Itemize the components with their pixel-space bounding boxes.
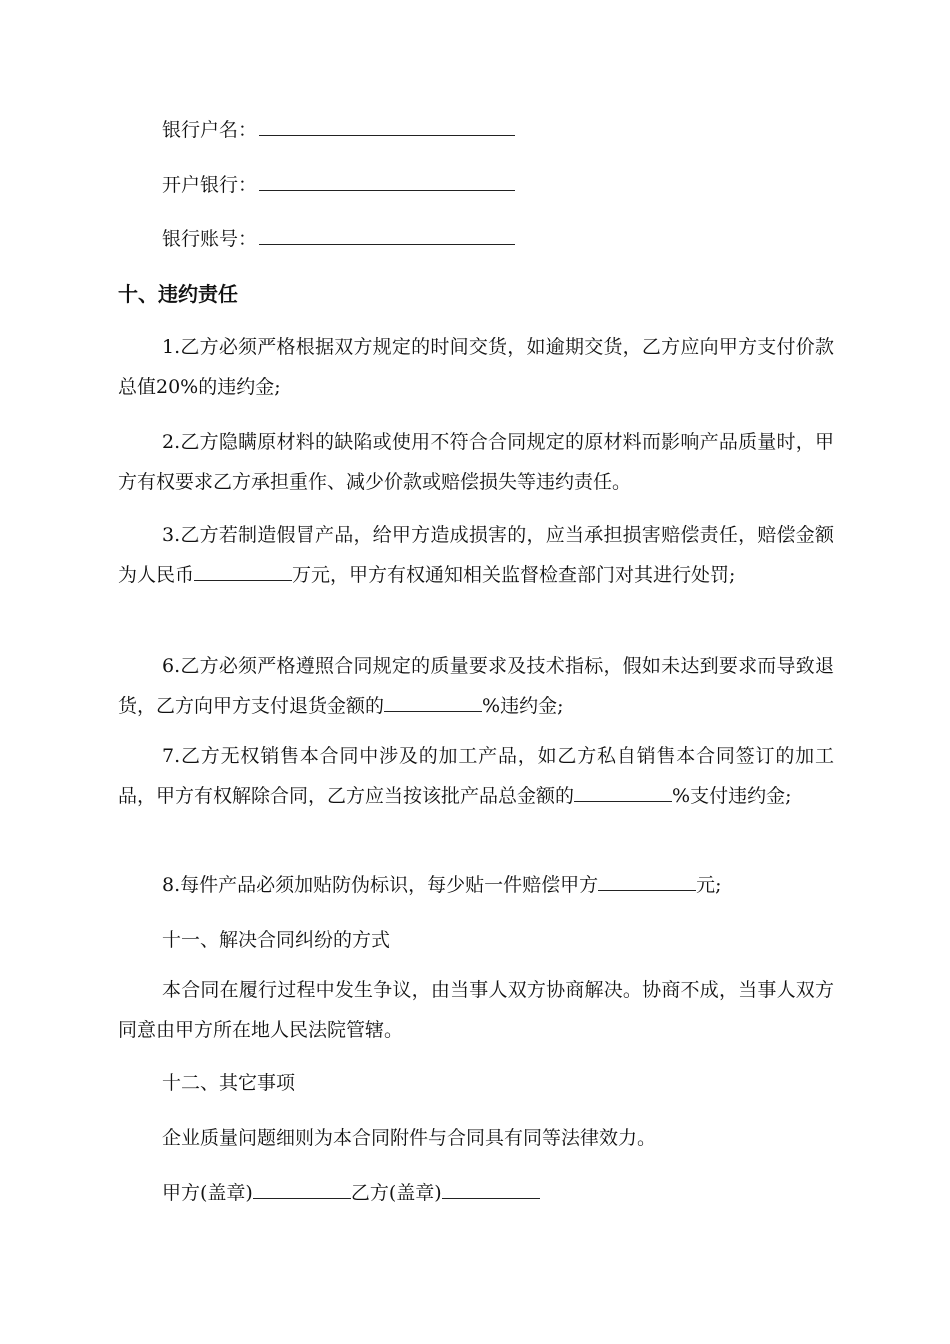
clause-3-amount-blank (194, 562, 292, 581)
bank-name-label: 开户银行： (162, 174, 258, 196)
signature-line (162, 1178, 540, 1208)
clause-6-percent-blank (384, 693, 482, 712)
clause-6 (118, 646, 834, 726)
clause-8 (118, 865, 834, 905)
clause-7-percent-blank (574, 783, 672, 802)
clause-7-text-a: 7.乙方无权销售本合同中涉及的加工产品，如乙方私自销售本合同签订的加工品，甲方有权解除合同，乙方应当按该批产品总金额的 (118, 745, 834, 807)
clause-2: 2.乙方隐瞒原材料的缺陷或使用不符合合同规定的原材料而影响产品质量时，甲方有权要求乙方承担重作、减少价款或赔偿损失等违约责任。 (118, 431, 834, 493)
clause-3 (118, 515, 834, 595)
section-10-heading: 十、违约责任 (118, 282, 238, 306)
clause-6-text-b: %违约金; (482, 695, 564, 717)
bank-name-blank (259, 172, 515, 191)
party-b-seal-label: 乙方(盖章) (350, 1182, 442, 1204)
section-12-heading: 十二、其它事项 (162, 1072, 296, 1094)
clause-8-text-a: 8.每件产品必须加贴防伪标识，每少贴一件赔偿甲方 (162, 874, 599, 896)
bank-account-name-blank (259, 117, 515, 136)
clause-1: 1.乙方必须严格根据双方规定的时间交货，如逾期交货，乙方应向甲方支付价款总值20%的违约金; (118, 336, 834, 398)
party-a-seal-label: 甲方(盖章) (162, 1182, 253, 1204)
clause-3-text-b: 万元，甲方有权通知相关监督检查部门对其进行处罚; (292, 564, 736, 586)
section-11-heading: 十一、解决合同纠纷的方式 (162, 929, 391, 951)
bank-account-name-row (162, 116, 515, 144)
clause-6-text-a: 6.乙方必须严格遵照合同规定的质量要求及技术指标，假如未达到要求而导致退货，乙方向甲方支付退货金额的 (118, 655, 834, 717)
bank-account-number-label: 银行账号： (162, 228, 258, 250)
clause-3-text-a: 3.乙方若制造假冒产品，给甲方造成损害的，应当承担损害赔偿责任，赔偿金额为人民币 (118, 524, 834, 586)
clause-8-text-b: 元; (696, 874, 722, 896)
party-a-seal-blank (253, 1180, 351, 1199)
section-12-body: 企业质量问题细则为本合同附件与合同具有同等法律效力。 (162, 1127, 657, 1149)
clause-8-amount-blank (598, 872, 696, 891)
bank-account-name-label: 银行户名： (162, 119, 258, 141)
clause-7 (118, 736, 834, 816)
bank-account-number-row (162, 225, 515, 253)
clause-7-text-b: %支付违约金; (672, 785, 792, 807)
party-b-seal-blank (442, 1180, 540, 1199)
bank-name-row (162, 171, 515, 199)
bank-account-number-blank (259, 226, 515, 245)
section-11-body: 本合同在履行过程中发生争议，由当事人双方协商解决。协商不成，当事人双方同意由甲方所在地人民法院管辖。 (118, 979, 834, 1041)
